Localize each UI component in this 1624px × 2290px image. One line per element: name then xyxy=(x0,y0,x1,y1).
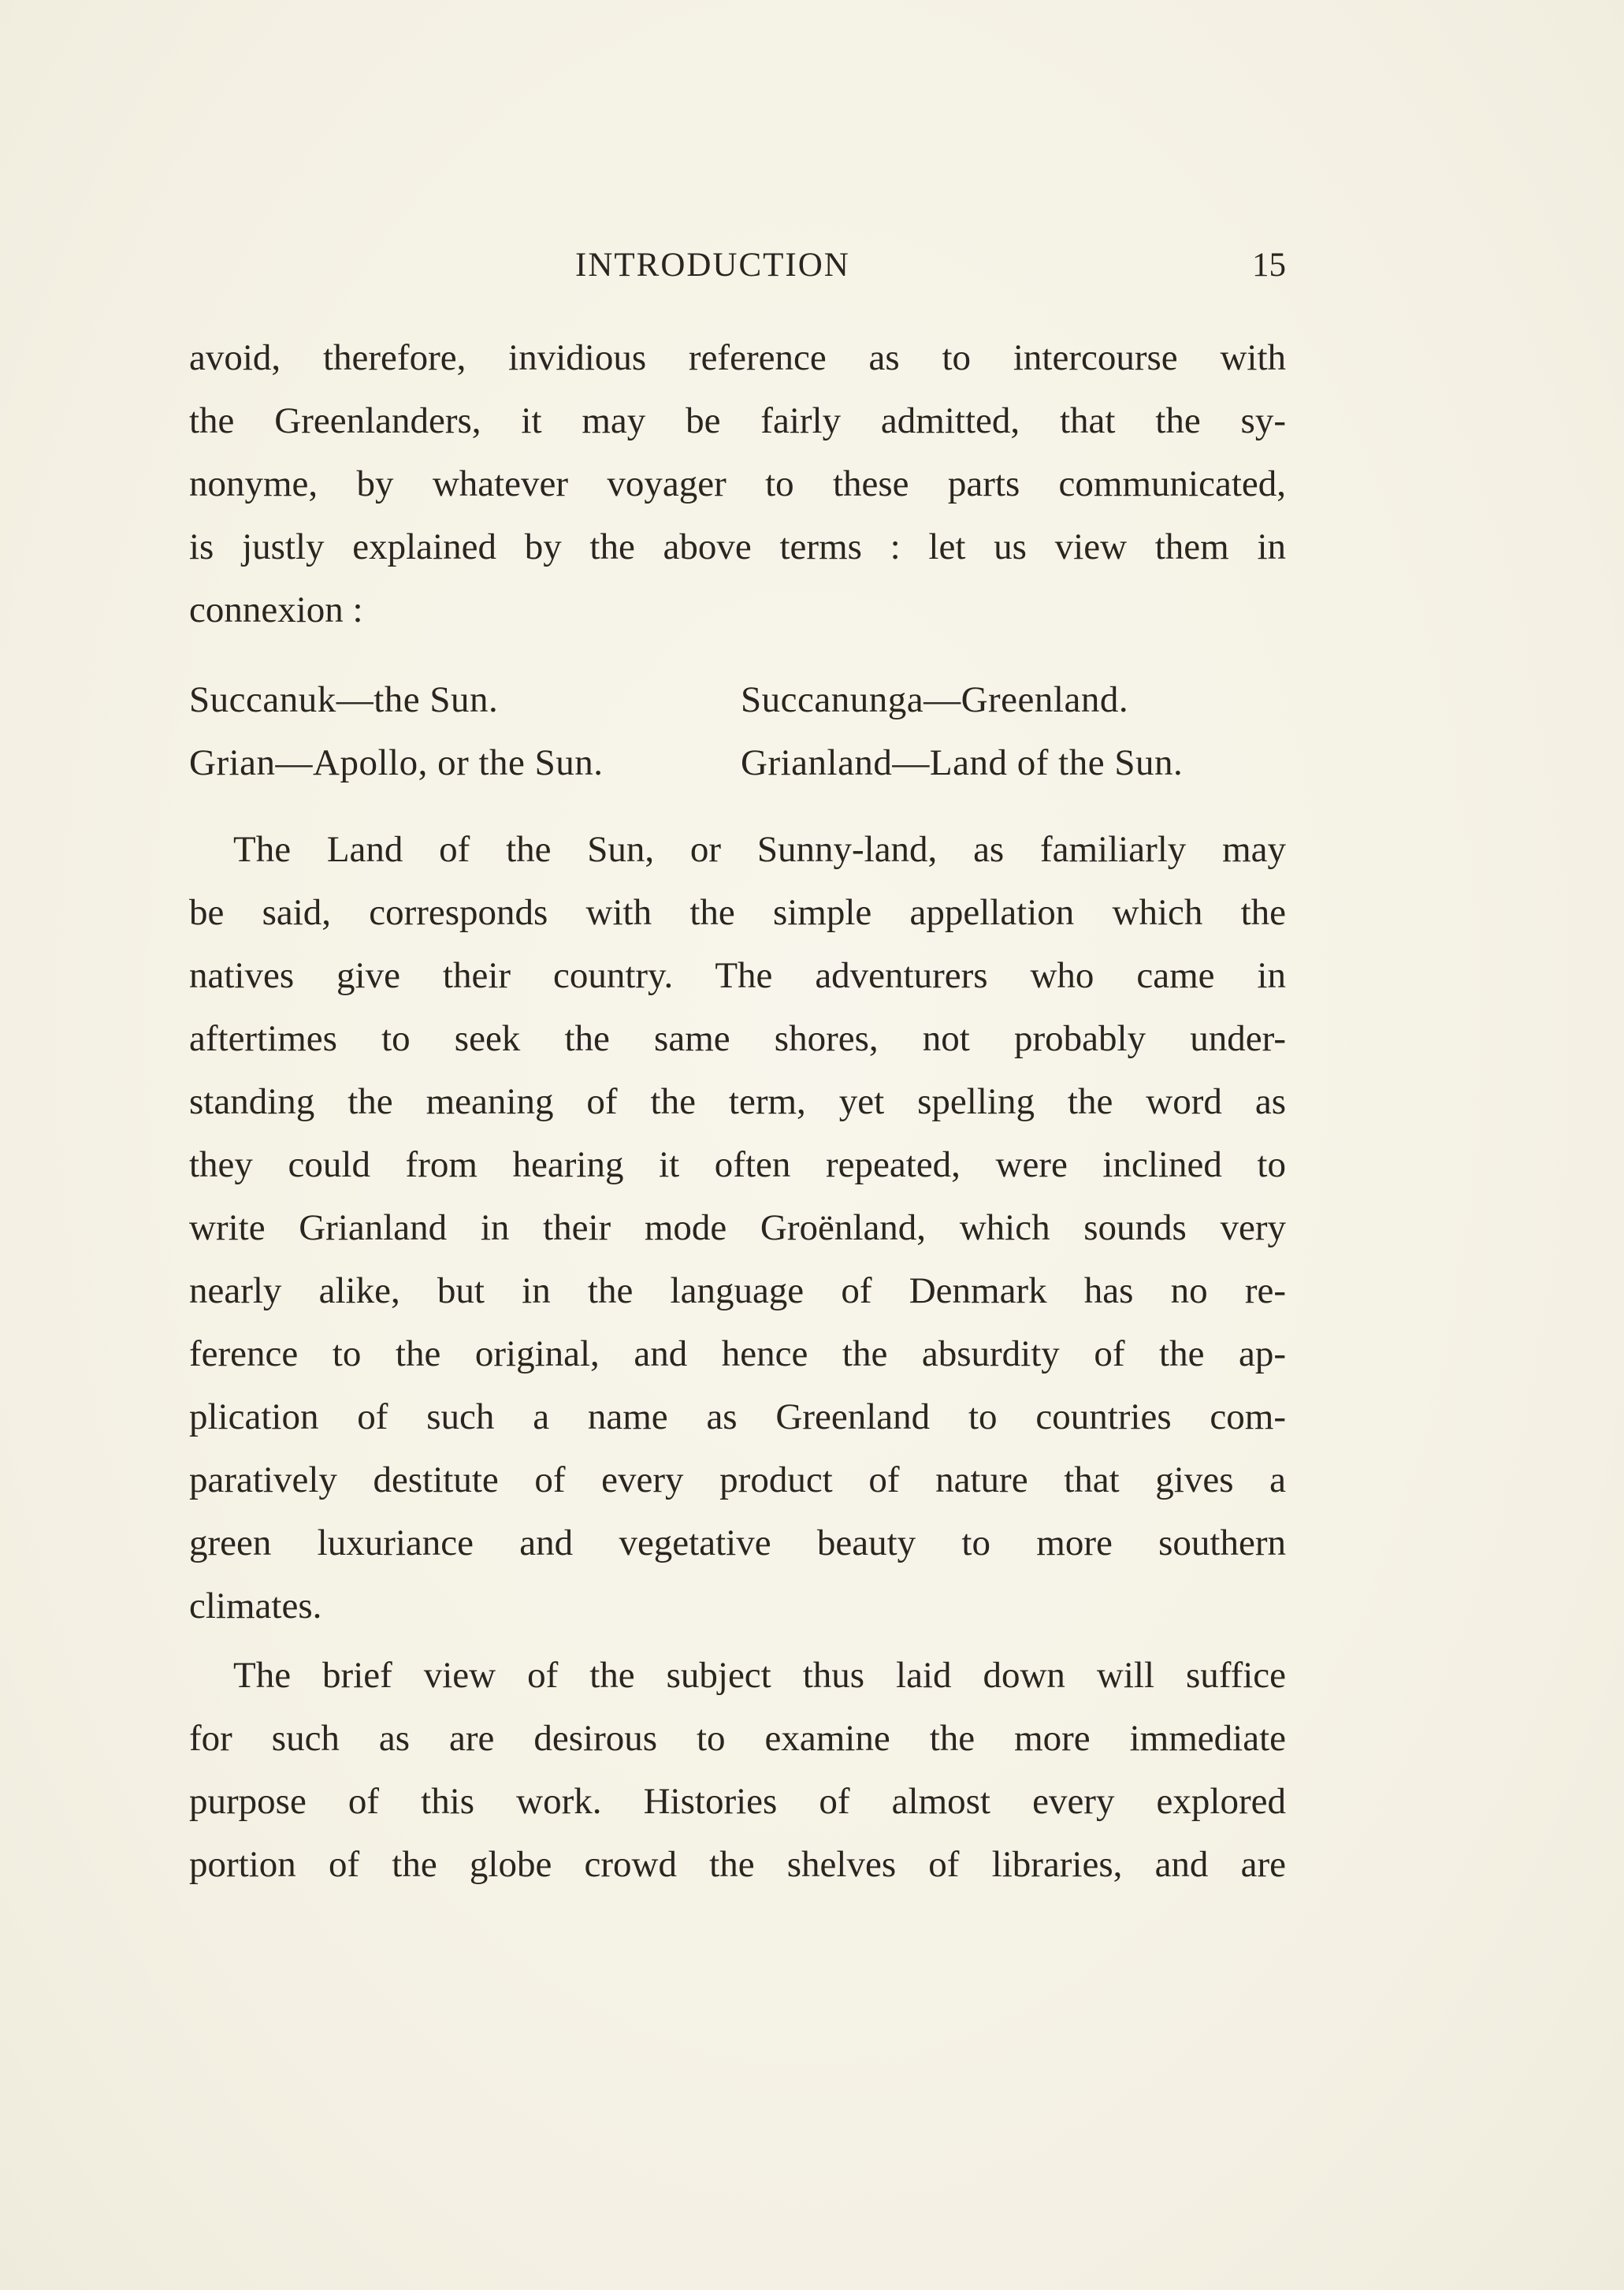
paragraph-3 xyxy=(189,1644,1286,1896)
text-line: ference to the original, and hence the absurdity of the ap- xyxy=(189,1333,1286,1374)
text-line: write Grianland in their mode Groënland, which sounds very xyxy=(189,1207,1286,1248)
text-line: The Land of the Sun, or Sunny-land, as familiarly may xyxy=(233,829,1286,870)
running-head: INTRODUCTION xyxy=(575,247,850,284)
name-left: Succanuk—the Sun. xyxy=(189,679,499,720)
text-line: aftertimes to seek the same shores, not probably under- xyxy=(189,1018,1286,1059)
text-line: climates. xyxy=(189,1586,322,1626)
text-line: purpose of this work. Histories of almost every explored xyxy=(189,1781,1286,1822)
page-header xyxy=(189,246,1286,293)
name-left: Grian—Apollo, or the Sun. xyxy=(189,742,604,783)
paragraph-1 xyxy=(189,326,1286,641)
name-comparison-table xyxy=(189,668,1286,794)
text-line: they could from hearing it often repeated, were inclined to xyxy=(189,1144,1286,1185)
text-line: standing the meaning of the term, yet spelling the word as xyxy=(189,1081,1286,1122)
text-line: connexion : xyxy=(189,589,363,630)
text-line: avoid, therefore, invidious reference as to intercourse with xyxy=(189,337,1286,378)
text-line: The brief view of the subject thus laid down will suffice xyxy=(233,1655,1286,1696)
text-line: portion of the globe crowd the shelves of libraries, and are xyxy=(189,1844,1286,1885)
text-line: green luxuriance and vegetative beauty to more southern xyxy=(189,1522,1286,1563)
text-line: be said, corresponds with the simple appellation which the xyxy=(189,892,1286,933)
text-line: for such as are desirous to examine the more immediate xyxy=(189,1718,1286,1759)
paragraph-2 xyxy=(189,818,1286,1638)
text-line: nearly alike, but in the language of Denmark has no re- xyxy=(189,1270,1286,1311)
text-line: plication of such a name as Greenland to countries com- xyxy=(189,1396,1286,1437)
text-line: is justly explained by the above terms : let us view them in xyxy=(189,526,1286,567)
page-number: 15 xyxy=(1252,247,1286,284)
text-line: nonyme, by whatever voyager to these parts communicated, xyxy=(189,463,1286,504)
name-row xyxy=(189,731,1286,794)
name-right: Grianland—Land of the Sun. xyxy=(741,742,1184,783)
text-line: natives give their country. The adventurers who came in xyxy=(189,955,1286,996)
name-right: Succanunga—Greenland. xyxy=(741,679,1129,720)
name-row xyxy=(189,668,1286,731)
text-line: paratively destitute of every product of nature that gives a xyxy=(189,1459,1286,1500)
text-line: the Greenlanders, it may be fairly admitted, that the sy- xyxy=(189,400,1286,441)
